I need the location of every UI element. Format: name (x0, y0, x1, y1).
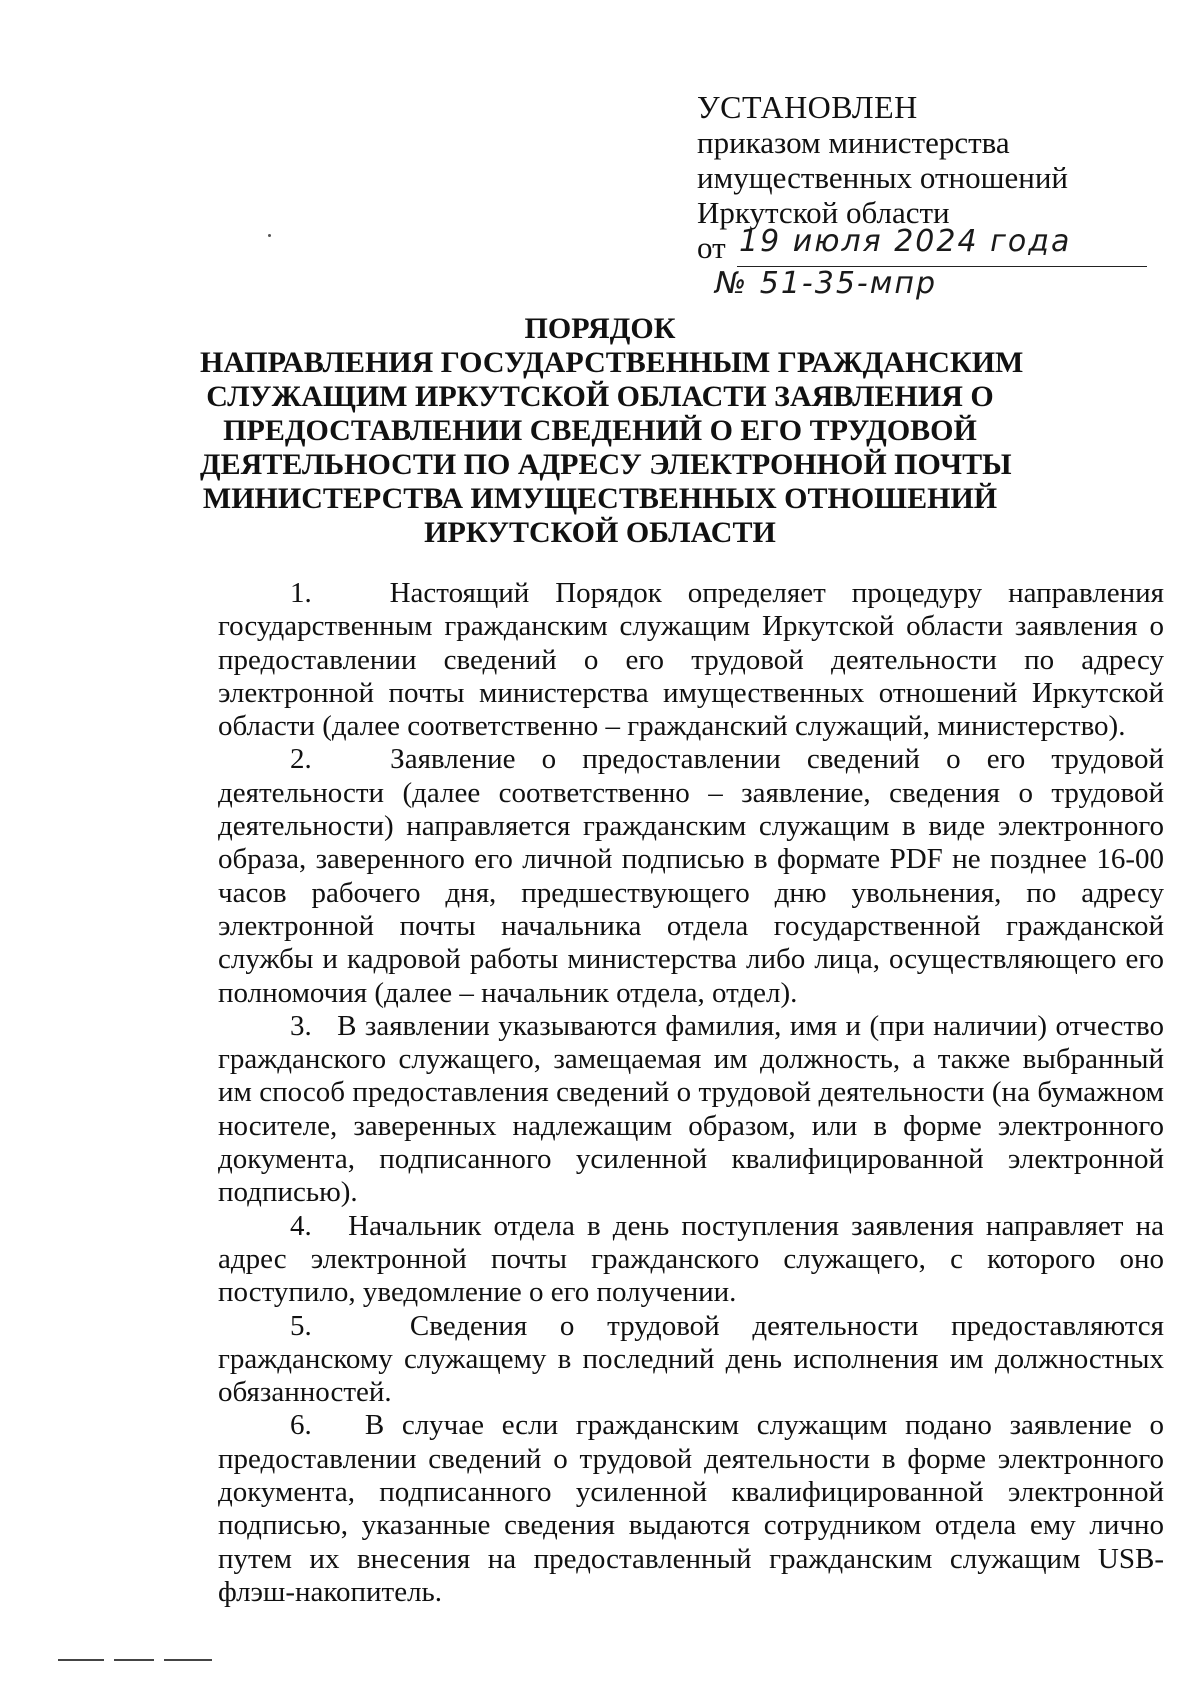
paragraph-number: 5. (290, 1309, 312, 1342)
dash (114, 1659, 154, 1661)
paragraph-number: 2. (290, 743, 312, 776)
approval-line-1: приказом министерства (697, 125, 1010, 160)
dash (58, 1659, 104, 1661)
paragraph-number: 1. (290, 577, 312, 609)
paragraph-text: В заявлении указываются фамилия, имя и (при наличии) отчество гражданского служащего, замещаемая им должность, а также выбранный им способ предоставления сведений о трудовой деятельности (на бумажном носителе, заверенных надлежащим образом, или в форме электронного документа, подписанного усиленной квалифицированной электронной подписью). (218, 1009, 1165, 1209)
approval-number-line (697, 266, 1167, 306)
document-title (200, 312, 1024, 550)
paragraph-6 (218, 1409, 1164, 1609)
title-line-1: ПОРЯДОК (524, 312, 676, 345)
paragraph-2 (218, 743, 1164, 1009)
paragraph-text: Настоящий Порядок определяет процедуру направления государственным гражданским служащим Иркутской области заявления о предоставлении сведений о его трудовой деятельности по адресу электронной почты министерства имущественных отношений Иркутской области (далее соответственно – гражданский служащий, министерство). (218, 577, 1164, 743)
paragraph-number: 3. (290, 1009, 312, 1042)
handwritten-date: 19 июля 2024 года (739, 224, 1072, 259)
approval-line-3: Иркутской области (697, 195, 950, 230)
scan-speck (268, 234, 271, 237)
scan-artifact-dashes (58, 1659, 212, 1662)
title-line-5: ДЕЯТЕЛЬНОСТИ ПО АДРЕСУ ЭЛЕКТРОННОЙ ПОЧТЫ (200, 448, 1012, 481)
paragraph-number: 4. (290, 1209, 312, 1242)
title-line-3: СЛУЖАЩИМ ИРКУТСКОЙ ОБЛАСТИ ЗАЯВЛЕНИЯ О (206, 380, 994, 413)
approval-date-line (697, 224, 1167, 270)
paragraph-4 (218, 1210, 1164, 1310)
title-line-7: ИРКУТСКОЙ ОБЛАСТИ (424, 516, 776, 549)
approval-date-prefix: от (697, 230, 726, 265)
dash (164, 1659, 212, 1661)
approval-title: УСТАНОВЛЕН (697, 89, 918, 125)
approval-stamp-block (697, 90, 1167, 306)
approval-line-2: имущественных отношений (697, 160, 1069, 195)
paragraph-text: В случае если гражданским служащим подано заявление о предоставлении сведений о трудовой деятельности в форме электронного документа, подписанного усиленной квалифицированной электронной подписью, указанные сведения выдаются сотрудником отдела ему лично путем их внесения на предоставленный гражданским служащим USB-флэш-накопитель. (218, 1409, 1164, 1608)
paragraph-3 (218, 1010, 1164, 1210)
paragraph-5 (218, 1310, 1164, 1410)
paragraph-text: Заявление о предоставлении сведений о его трудовой деятельности (далее соответственно – заявление, сведения о трудовой деятельности) направляется гражданским служащим в виде электронного образа, заверенного его личной подписью в формате PDF не позднее 16-00 часов рабочего дня, предшествующего дню увольнения, по адресу электронной почты начальника отдела государственной гражданской службы и кадровой работы министерства либо лица, осуществляющего его полномочия (далее – начальник отдела, отдел). (218, 743, 1164, 1009)
document-body (218, 577, 1164, 1609)
paragraph-text: Начальник отдела в день поступления заявления направляет на адрес электронной почты гражданского служащего, с которого оно поступило, уведомление о его получении. (218, 1209, 1165, 1309)
paragraph-number: 6. (290, 1409, 312, 1442)
paragraph-text: Сведения о трудовой деятельности предоставляются гражданскому служащему в последний день исполнения им должностных обязанностей. (218, 1309, 1165, 1409)
title-line-2: НАПРАВЛЕНИЯ ГОСУДАРСТВЕННЫМ ГРАЖДАНСКИМ (200, 346, 1024, 379)
handwritten-number: № 51-35-мпр (715, 266, 938, 301)
paragraph-1 (218, 577, 1164, 743)
title-line-6: МИНИСТЕРСТВА ИМУЩЕСТВЕННЫХ ОТНОШЕНИЙ (202, 482, 998, 515)
title-line-4: ПРЕДОСТАВЛЕНИИ СВЕДЕНИЙ О ЕГО ТРУДОВОЙ (223, 414, 977, 447)
